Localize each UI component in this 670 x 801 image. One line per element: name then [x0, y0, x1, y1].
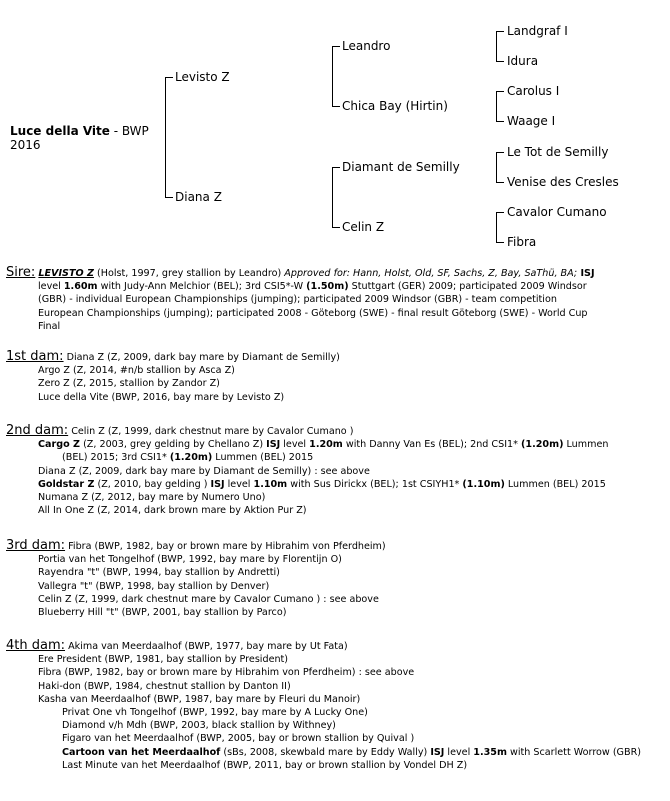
- list-item: Figaro van het Meerdaalhof (BWP, 2005, bay or brown stallion by Quival ): [62, 733, 415, 745]
- list-item: Argo Z (Z, 2014, #n/b stallion by Asca Z): [38, 365, 235, 377]
- third-dam-section: [6, 539, 662, 619]
- goldstar-t3: with Sus Dirickx (BEL); 1st CSIYH1*: [287, 478, 463, 490]
- paternal-grandsire: Leandro: [342, 39, 391, 53]
- bracket-gen2-lower-top: [332, 167, 340, 168]
- bracket-gen3-4-bottom: [496, 242, 504, 243]
- list-item: All In One Z (Z, 2014, dark brown mare by Aktion Pur Z): [38, 505, 307, 517]
- first-dam-section: [6, 350, 662, 404]
- third-dam-heading: 3rd dam:: [6, 538, 66, 553]
- sire-text-2a: level: [38, 281, 64, 293]
- cargo-line-2: [6, 451, 662, 464]
- bracket-gen2-upper-bottom: [332, 106, 340, 107]
- list-item: Blueberry Hill "t" (BWP, 2001, bay stallion by Parco): [38, 607, 287, 619]
- cargo-line-1: [6, 438, 662, 451]
- ancestor-cavalor: Cavalor Cumano: [507, 205, 607, 219]
- goldstar-t1: (Z, 2010, bay gelding ): [94, 478, 211, 490]
- first-dam-heading: 1st dam:: [6, 349, 64, 364]
- bracket-gen1-top: [165, 77, 173, 78]
- third-dam-line: [6, 539, 662, 553]
- sire-isj: ISJ: [577, 268, 595, 279]
- bracket-gen3-2-top: [496, 91, 504, 92]
- ancestor-carolus: Carolus I: [507, 84, 560, 98]
- ancestor-le-tot: Le Tot de Semilly: [507, 145, 609, 159]
- list-item: Vallegra "t" (BWP, 1998, bay stallion by Denver): [38, 580, 270, 592]
- goldstar-h1: 1.10m: [253, 478, 288, 490]
- sire-line-4: European Championships (jumping); participated 2008 - Göteborg (SWE) - final result Göteborg (SWE) - World Cup: [38, 307, 588, 319]
- fourth-dam-heading: 4th dam:: [6, 638, 66, 653]
- cartoon-t2: level: [444, 746, 474, 758]
- second-dam-section: [6, 424, 662, 517]
- cargo-h1: 1.20m: [309, 439, 343, 451]
- goldstar-line: [6, 478, 662, 491]
- subject-suffix: - BWP: [109, 124, 149, 138]
- bracket-gen2-upper-top: [332, 46, 340, 47]
- goldstar-name: Goldstar Z: [38, 478, 95, 490]
- sire-title-name: LEVISTO Z: [38, 268, 94, 279]
- pedigree-subject: [10, 124, 149, 152]
- maternal-grandsire: Diamant de Semilly: [342, 160, 460, 174]
- list-item: Luce della Vite (BWP, 2016, bay mare by Levisto Z): [38, 391, 285, 403]
- sire-approved: Approved for: Hann, Holst, Old, SF, Sachs, Z, Bay, SaThü, BA;: [284, 268, 578, 279]
- cartoon-name: Cartoon van het Meerdaalhof: [62, 746, 221, 758]
- ancestor-fibra: Fibra: [507, 235, 537, 249]
- sire-line-5: Final: [38, 320, 61, 332]
- list-item: Last Minute van het Meerdaalhof (BWP, 2011, bay or brown stallion by Vondel DH Z): [62, 759, 468, 771]
- list-item: Numana Z (Z, 2012, bay mare by Numero Uno): [38, 492, 266, 504]
- second-dam-line: [6, 424, 662, 438]
- cartoon-h1: 1.35m: [473, 746, 507, 758]
- goldstar-isj: ISJ: [210, 478, 225, 490]
- maternal-granddam: Celin Z: [342, 220, 385, 234]
- bracket-gen2-upper: [332, 46, 333, 107]
- paternal-granddam: Chica Bay (Hirtin): [342, 99, 448, 113]
- sire-text-1: (Holst, 1997, grey stallion by Leandro): [93, 268, 285, 279]
- bracket-gen3-3: [496, 152, 497, 183]
- bracket-gen3-4-top: [496, 212, 504, 213]
- goldstar-h2: (1.10m): [462, 478, 505, 490]
- cartoon-t3: with Scarlett Worrow (GBR): [506, 746, 641, 758]
- bracket-gen3-4: [496, 212, 497, 243]
- subject-year: 2016: [10, 138, 41, 152]
- cargo-t1: (Z, 2003, grey gelding by Chellano Z): [80, 439, 267, 451]
- sire-line-2: [6, 280, 662, 293]
- cargo-t3: with Danny Van Es (BEL); 2nd CSI1*: [342, 439, 522, 451]
- sire-line-3: (GBR) - individual European Championships (jumping); participated 2009 Windsor (GBR) - team competition: [38, 294, 557, 306]
- list-item: Zero Z (Z, 2015, stallion by Zandor Z): [38, 378, 220, 390]
- bracket-gen3-1-bottom: [496, 61, 504, 62]
- cartoon-line: [6, 746, 662, 759]
- bracket-gen2-lower: [332, 167, 333, 228]
- cargo-l2a: (BEL) 2015; 3rd CSI1*: [62, 452, 170, 464]
- goldstar-t2: level: [224, 478, 254, 490]
- bracket-gen3-3-top: [496, 152, 504, 153]
- bracket-gen3-2: [496, 91, 497, 122]
- bracket-gen3-1: [496, 31, 497, 62]
- list-item: Diana Z (Z, 2009, dark bay mare by Diamant de Semilly) : see above: [38, 465, 370, 477]
- cartoon-isj: ISJ: [430, 746, 445, 758]
- second-dam-text: Celin Z (Z, 1999, dark chestnut mare by Cavalor Cumano ): [68, 426, 354, 437]
- list-item: Fibra (BWP, 1982, bay or brown mare by Hibrahim von Pferdheim) : see above: [38, 667, 415, 679]
- cargo-name: Cargo Z: [38, 439, 81, 451]
- subject-name: Luce della Vite: [10, 124, 110, 138]
- fourth-dam-section: [6, 639, 662, 772]
- bracket-gen2-lower-bottom: [332, 227, 340, 228]
- ancestor-waage: Waage I: [507, 114, 556, 128]
- cargo-l2b: (1.20m): [169, 452, 213, 464]
- second-dam-heading: 2nd dam:: [6, 423, 69, 438]
- list-item: Portia van het Tongelhof (BWP, 1992, bay mare by Florentijn O): [38, 554, 342, 566]
- fourth-dam-line: [6, 639, 662, 653]
- bracket-gen1-bottom: [165, 197, 173, 198]
- sire-heading: Sire:: [6, 265, 36, 280]
- cargo-l2c: Lummen (BEL) 2015: [212, 452, 314, 464]
- bracket-gen3-1-top: [496, 31, 504, 32]
- cargo-isj: ISJ: [266, 439, 281, 451]
- cargo-t2: level: [280, 439, 310, 451]
- pedigree-chart: [0, 0, 670, 250]
- sire-height-2: (1.50m): [306, 281, 349, 293]
- ancestor-idura: Idura: [507, 54, 539, 68]
- bracket-gen1-vertical: [165, 77, 166, 198]
- list-item: Haki-don (BWP, 1984, chestnut stallion by Danton II): [38, 680, 291, 692]
- bracket-gen3-3-bottom: [496, 182, 504, 183]
- sire-section: [6, 266, 662, 333]
- cargo-t4: Lummen: [563, 439, 609, 451]
- ancestor-landgraf: Landgraf I: [507, 24, 568, 38]
- list-item: Kasha van Meerdaalhof (BWP, 1987, bay mare by Fleuri du Manoir): [38, 693, 361, 705]
- dam-name: Diana Z: [175, 190, 222, 204]
- list-item: Privat One vh Tongelhof (BWP, 1992, bay mare by A Lucky One): [62, 707, 368, 719]
- sire-text-2c: with Judy-Ann Melchior (BEL); 3rd CSI5*-W: [97, 281, 307, 293]
- cargo-h2: (1.20m): [521, 439, 564, 451]
- cartoon-t1: (sBs, 2008, skewbald mare by Eddy Wally): [220, 746, 431, 758]
- list-item: Diamond v/h Mdh (BWP, 2003, black stallion by Withney): [62, 720, 336, 732]
- sire-height-1: 1.60m: [63, 281, 98, 293]
- fourth-dam-text: Akima van Meerdaalhof (BWP, 1977, bay mare by Ut Fata): [65, 641, 348, 652]
- sire-line-1: [6, 266, 662, 280]
- third-dam-text: Fibra (BWP, 1982, bay or brown mare by Hibrahim von Pferdheim): [65, 541, 386, 552]
- bracket-gen3-2-bottom: [496, 121, 504, 122]
- list-item: Rayendra "t" (BWP, 1994, bay stallion by Andretti): [38, 567, 280, 579]
- ancestor-venise: Venise des Cresles: [507, 175, 619, 189]
- first-dam-line: [6, 350, 662, 364]
- list-item: Celin Z (Z, 1999, dark chestnut mare by Cavalor Cumano ) : see above: [38, 593, 379, 605]
- sire-text-2e: Stuttgart (GER) 2009; participated 2009 Windsor: [348, 281, 587, 293]
- sire-name: Levisto Z: [175, 70, 230, 84]
- first-dam-text: Diana Z (Z, 2009, dark bay mare by Diamant de Semilly): [63, 352, 340, 363]
- goldstar-t4: Lummen (BEL) 2015: [504, 478, 606, 490]
- list-item: Ere President (BWP, 1981, bay stallion by President): [38, 654, 289, 666]
